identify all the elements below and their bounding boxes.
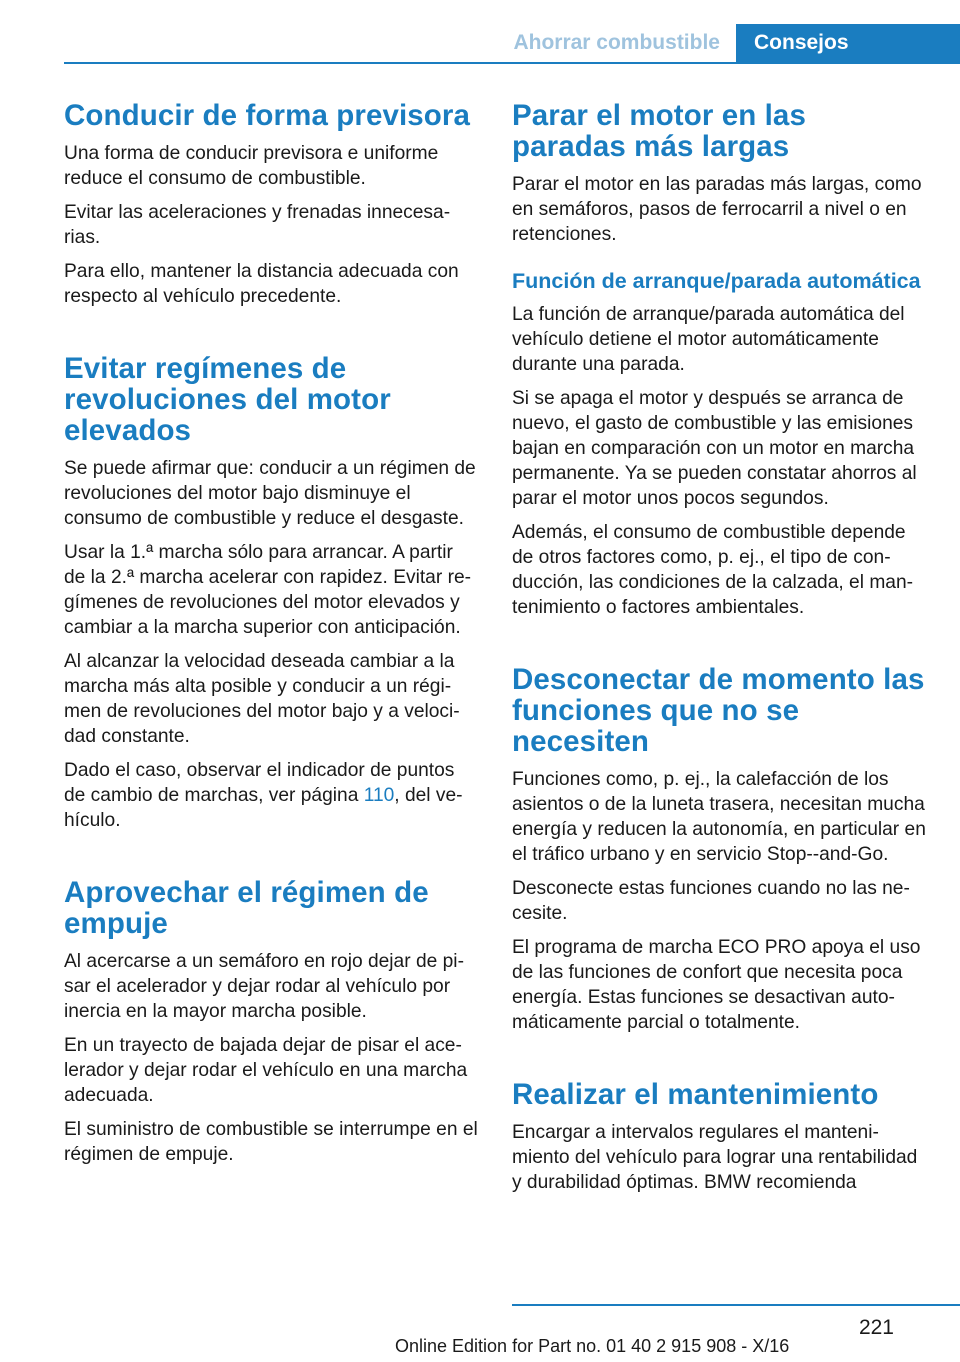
paragraph: En un trayecto de bajada dejar de pisar el acelerador y dejar rodar el vehículo en una marcha adecuada. <box>64 1035 468 1106</box>
header-rule <box>64 62 960 64</box>
paragraph: Además, el consumo de combustible depende de otros factores como, p. ej., el tipo de conducción, las condiciones de la calzada, el mantenimiento o factores ambientales. <box>512 522 914 618</box>
footer-rule <box>512 1304 960 1306</box>
right-column <box>512 100 926 1204</box>
paragraph: Una forma de conducir previsora e uniforme reduce el consumo de combustible. <box>64 143 439 189</box>
heading-regimen-empuje: Aprovechar el régimen de empuje <box>64 876 429 940</box>
edition-footer: Online Edition for Part no. 01 40 2 915 908 - X/16 <box>395 1336 790 1356</box>
paragraph: Funciones como, p. ej., la calefacción de los asientos o de la luneta trasera, necesitan mucha energía y reducen la autonomía, en particular en el tráfico urbano y en servicio Stop--and-Go. <box>512 769 926 865</box>
paragraph: Al acercarse a un semáforo en rojo dejar de pisar el acelerador y dejar rodar al vehículo por inercia en la mayor marcha posible. <box>64 951 464 1022</box>
paragraph: Parar el motor en las paradas más largas, como en semáforos, pasos de ferrocarril a nivel o en retenciones. <box>512 174 922 245</box>
paragraph-text: Dado el caso, observar el indicador de puntos de cambio de marchas, ver página <box>64 760 455 806</box>
page-reference-link[interactable]: 110 <box>363 785 395 806</box>
heading-desconectar-funciones: Desconectar de momento las funciones que no se necesiten <box>512 663 925 758</box>
paragraph: Se puede afirmar que: conducir a un régimen de revoluciones del motor bajo disminuye el consumo de combustible y reduce el desgaste. <box>64 458 476 529</box>
section-tab: Ahorrar combustible <box>513 31 720 54</box>
left-column <box>64 100 478 1176</box>
paragraph: Desconecte estas funciones cuando no las necesite. <box>512 878 910 924</box>
paragraph: Usar la 1.ª marcha sólo para arrancar. A partir de la 2.ª marcha acelerar con rapidez. Evitar regímenes de revoluciones del motor elevados y cambiar a la marcha superior con anticipación. <box>64 542 472 638</box>
paragraph: Si se apaga el motor y después se arranca de nuevo, el gasto de combustible y las emisiones bajan en comparación con un motor en marcha permanente. Ya se pueden constatar ahorros al parar el motor unos pocos segundos. <box>512 388 917 509</box>
heading-parar-motor: Parar el motor en las paradas más largas <box>512 99 806 163</box>
paragraph-text: , del vehículo. <box>64 785 463 831</box>
paragraph: Encargar a intervalos regulares el mantenimiento del vehículo para lograr una rentabilidad y durabilidad óptimas. BMW recomienda <box>512 1122 918 1193</box>
paragraph: El suministro de combustible se interrumpe en el régimen de empuje. <box>64 1119 478 1165</box>
page-number: 221 <box>858 1316 894 1339</box>
subheading-arranque-parada: Función de arranque/parada automática <box>512 269 921 293</box>
paragraph: La función de arranque/parada automática del vehículo detiene el motor automáticamente durante una parada. <box>512 304 905 375</box>
chapter-tab: Consejos <box>736 24 960 62</box>
paragraph: Para ello, mantener la distancia adecuada con respecto al vehículo precedente. <box>64 261 459 307</box>
heading-evitar-regimenes: Evitar regímenes de revoluciones del motor elevados <box>64 352 391 447</box>
heading-mantenimiento: Realizar el mantenimiento <box>512 1078 879 1111</box>
paragraph: Evitar las aceleraciones y frenadas innecesarias. <box>64 202 451 248</box>
heading-conducir-previsora: Conducir de forma previsora <box>64 99 470 132</box>
paragraph <box>64 758 478 833</box>
paragraph: El programa de marcha ECO PRO apoya el uso de las funciones de confort que necesita poca energía. Estas funciones se desactivan automáticamente parcial o totalmente. <box>512 937 921 1033</box>
paragraph: Al alcanzar la velocidad deseada cambiar a la marcha más alta posible y conducir a un régimen de revoluciones del motor bajo y a velocidad constante. <box>64 651 460 747</box>
